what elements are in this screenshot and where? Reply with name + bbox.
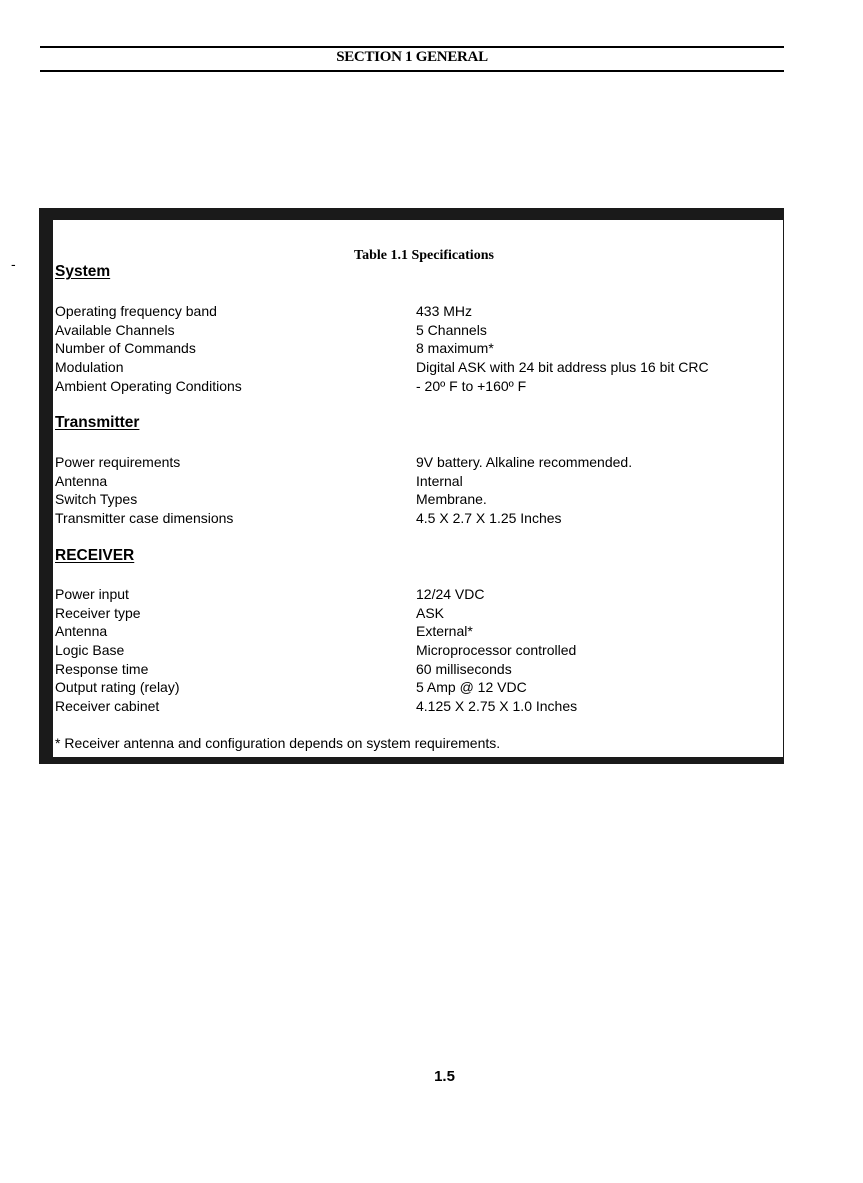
row-label: Antenna bbox=[55, 623, 108, 640]
row-label: Transmitter case dimensions bbox=[55, 510, 234, 527]
table-row bbox=[55, 321, 775, 340]
row-value: Membrane. bbox=[416, 491, 487, 508]
row-label: Output rating (relay) bbox=[55, 679, 180, 696]
table-title: Table 1.1 Specifications bbox=[354, 248, 494, 263]
row-value: 60 milliseconds bbox=[416, 660, 512, 677]
system-rows bbox=[55, 302, 775, 395]
specifications-table bbox=[39, 208, 784, 764]
row-label: Modulation bbox=[55, 359, 124, 376]
row-label: Response time bbox=[55, 660, 149, 677]
table-row bbox=[55, 604, 775, 623]
section-heading-system: System bbox=[55, 263, 111, 280]
section-heading-receiver: RECEIVER bbox=[55, 547, 135, 564]
header-rule-bottom bbox=[40, 70, 784, 72]
specifications-table-body bbox=[53, 220, 783, 757]
table-row bbox=[55, 697, 775, 716]
table-row bbox=[55, 622, 775, 641]
table-row bbox=[55, 358, 775, 377]
table-row bbox=[55, 472, 775, 491]
table-row bbox=[55, 453, 775, 472]
row-value: 8 maximum* bbox=[416, 340, 494, 357]
table-row bbox=[55, 302, 775, 321]
row-value: 4.125 X 2.75 X 1.0 Inches bbox=[416, 698, 578, 715]
row-label: Number of Commands bbox=[55, 340, 196, 357]
table-row bbox=[55, 509, 775, 528]
table-row bbox=[55, 377, 775, 396]
row-label: Operating frequency band bbox=[55, 303, 217, 319]
row-label: Power requirements bbox=[55, 454, 181, 470]
table-row bbox=[55, 660, 775, 679]
row-label: Switch Types bbox=[55, 491, 138, 508]
row-label: Receiver cabinet bbox=[55, 698, 160, 715]
row-value: Internal bbox=[416, 472, 463, 489]
row-label: Logic Base bbox=[55, 642, 125, 659]
row-value: 12/24 VDC bbox=[416, 586, 485, 602]
page-number: 1.5 bbox=[434, 1068, 455, 1085]
row-label: Available Channels bbox=[55, 321, 175, 338]
row-value: - 20º F to +160º F bbox=[416, 377, 527, 394]
row-value: Digital ASK with 24 bit address plus 16 bit CRC bbox=[416, 359, 709, 376]
row-label: Ambient Operating Conditions bbox=[55, 377, 242, 394]
row-value: 9V battery. Alkaline recommended. bbox=[416, 454, 633, 470]
row-value: External* bbox=[416, 623, 473, 640]
table-footnote: * Receiver antenna and configuration depends on system requirements. bbox=[55, 735, 501, 751]
row-value: 4.5 X 2.7 X 1.25 Inches bbox=[416, 510, 562, 527]
table-row bbox=[55, 490, 775, 509]
table-row bbox=[55, 585, 775, 604]
transmitter-rows bbox=[55, 453, 775, 528]
section-header: SECTION 1 GENERAL bbox=[336, 49, 488, 65]
margin-mark: - bbox=[11, 256, 16, 272]
row-label: Antenna bbox=[55, 472, 108, 489]
row-label: Receiver type bbox=[55, 604, 141, 621]
row-value: 433 MHz bbox=[416, 303, 473, 319]
header-rule-top bbox=[40, 46, 784, 48]
row-value: 5 Amp @ 12 VDC bbox=[416, 679, 527, 696]
row-value: 5 Channels bbox=[416, 321, 487, 338]
table-row bbox=[55, 641, 775, 660]
row-value: ASK bbox=[416, 604, 445, 621]
table-row bbox=[55, 678, 775, 697]
receiver-rows bbox=[55, 585, 775, 716]
section-heading-transmitter: Transmitter bbox=[55, 414, 140, 431]
table-row bbox=[55, 339, 775, 358]
row-value: Microprocessor controlled bbox=[416, 642, 577, 659]
row-label: Power input bbox=[55, 586, 129, 602]
